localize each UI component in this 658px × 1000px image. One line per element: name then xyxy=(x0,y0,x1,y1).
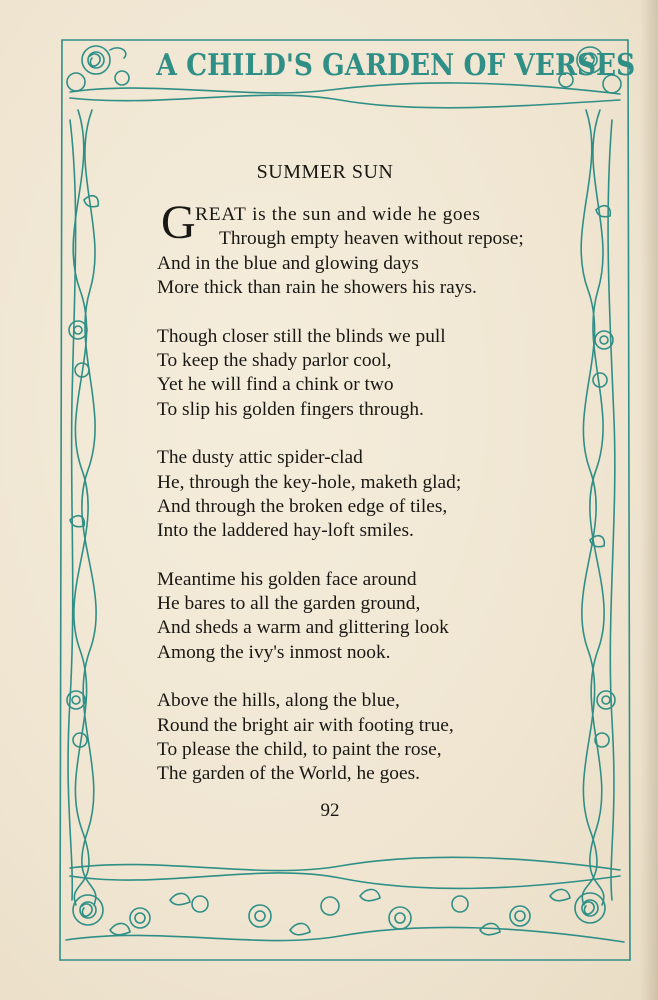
poem-line: He bares to all the garden ground, xyxy=(157,593,421,615)
stanza-4 xyxy=(157,568,577,666)
poem-line: Among the ivy's inmost nook. xyxy=(157,641,391,663)
poem-line: He, through the key-hole, maketh glad; xyxy=(157,471,462,493)
poem-line: Yet he will find a chink or two xyxy=(157,374,394,396)
page-number: 92 xyxy=(320,800,340,821)
poem-line: The dusty attic spider-clad xyxy=(157,447,363,469)
first-line-caps: REAT xyxy=(195,204,247,225)
stanza-1 xyxy=(157,196,577,301)
stanza-5 xyxy=(157,689,577,787)
poem-line: To keep the shady parlor cool, xyxy=(157,349,392,371)
stanza-3 xyxy=(157,446,577,544)
stanza-2 xyxy=(157,325,577,423)
poem-line: And through the broken edge of tiles, xyxy=(157,495,448,517)
first-line-rest: is the sun and wide he goes xyxy=(246,204,481,225)
poem-line: More thick than rain he showers his rays. xyxy=(157,277,477,299)
poem-line: Round the bright air with footing true, xyxy=(157,714,454,736)
poem-line: Meantime his golden face around xyxy=(157,568,417,590)
page-edge-shadow xyxy=(640,0,658,1000)
poem-line: Through empty heaven without repose; xyxy=(219,228,524,250)
book-title-banner: A CHILD'S GARDEN OF VERSES xyxy=(156,48,636,83)
poem-line: Though closer still the blinds we pull xyxy=(157,325,446,347)
poem-line: The garden of the World, he goes. xyxy=(157,763,421,785)
poem-line: To slip his golden fingers through. xyxy=(157,398,424,420)
poem-title: SUMMER SUN xyxy=(256,161,394,183)
poem-body xyxy=(157,196,577,811)
poem-line: To please the child, to paint the rose, xyxy=(157,739,442,761)
poem-line: Above the hills, along the blue, xyxy=(157,690,400,712)
poem-line: And sheds a warm and glittering look xyxy=(157,617,449,639)
poem-line: Into the laddered hay-loft smiles. xyxy=(157,520,414,542)
poem-line: And in the blue and glowing days xyxy=(157,252,419,274)
drop-cap: G xyxy=(161,196,196,249)
